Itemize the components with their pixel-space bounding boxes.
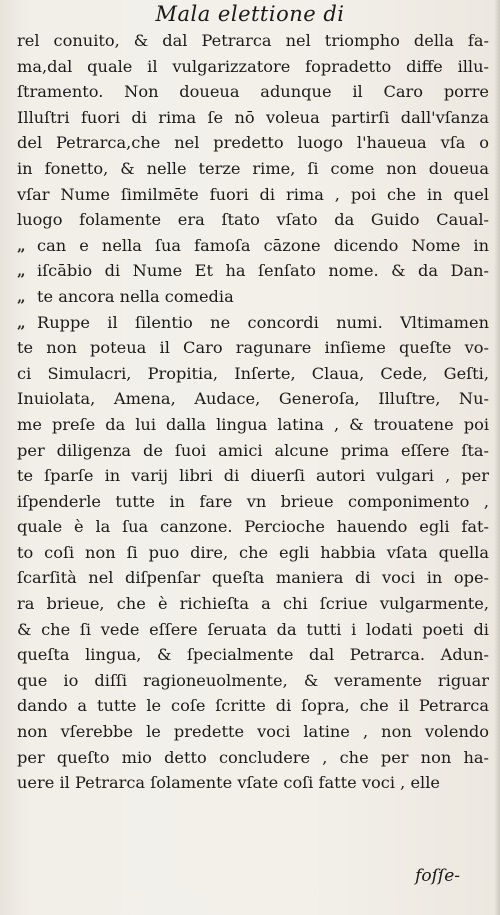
- text-line: [17, 156, 489, 182]
- line-text: iſpenderle tutte in fare vn brieue componimento ,: [17, 491, 489, 511]
- text-line: [17, 105, 489, 131]
- text-line: [17, 130, 489, 156]
- text-line: [17, 591, 489, 617]
- text-line: [17, 361, 489, 387]
- text-line: [17, 514, 489, 540]
- line-text: ma,dal quale il vulgarizzatore fopradetto diffe illu-: [17, 56, 489, 76]
- text-line: [17, 745, 489, 771]
- line-text: & che ſi vede eſſere ſeruata da tutti i lodati poeti di: [17, 619, 489, 639]
- text-line: [17, 412, 489, 438]
- line-text: to coſi non ſi puo dire, che egli habbia vſata quella: [17, 542, 489, 562]
- catchword: foſſe-: [415, 866, 460, 886]
- line-text: que io diſſi ragioneuolmente, & veramente riguar: [17, 670, 489, 690]
- line-text: can e nella ſua famoſa cāzone dicendo Nome in: [37, 235, 489, 255]
- text-line: [17, 284, 489, 310]
- line-text: vſar Nume ſimilmēte fuori di rima , poi che in quel: [17, 184, 489, 204]
- line-text: ra brieue, che è richieſta a chi ſcriue vulgarmente,: [17, 594, 489, 614]
- line-text: ſtramento. Non doueua adunque il Caro porre: [17, 82, 489, 102]
- text-line: [17, 617, 489, 643]
- text-line: [17, 668, 489, 694]
- line-text: te ſparſe in varij libri di diuerſi autori vulgari , per: [17, 466, 489, 486]
- line-text: dando a tutte le coſe ſcritte di ſopra, che il Petrarca: [17, 696, 489, 716]
- text-line: [17, 463, 489, 489]
- text-line: [17, 438, 489, 464]
- line-text: luogo folamente era ſtato vſato da Guido Caual-: [17, 210, 489, 230]
- quotation-marker: „: [17, 287, 26, 306]
- text-line: [17, 258, 489, 284]
- line-text: ſcarſità nel diſpenſar queſta maniera di voci in ope-: [17, 568, 489, 588]
- quotation-marker: „: [17, 313, 26, 332]
- line-text: quale è la ſua canzone. Percioche hauendo egli fat-: [17, 517, 489, 537]
- line-text: in fonetto, & nelle terze rime, ſi come non doueua: [17, 158, 489, 178]
- line-text: Illuſtri fuori di rima ſe nō voleua partirſi dall'vſanza: [17, 107, 489, 127]
- line-text: Ruppe il ſilentio ne concordi numi. Vltimamen: [37, 312, 489, 332]
- body-text: [17, 28, 489, 796]
- line-text: per diligenza de ſuoi amici alcune prima eſſere ſta-: [17, 440, 489, 460]
- line-text: te ancora nella comedia: [37, 286, 234, 306]
- text-line: [17, 565, 489, 591]
- line-text: queſta lingua, & ſpecialmente dal Petrarca. Adun-: [17, 645, 489, 665]
- text-line: [17, 79, 489, 105]
- text-line: [17, 335, 489, 361]
- text-line: [17, 642, 489, 668]
- text-line: [17, 540, 489, 566]
- quotation-marker: „: [17, 262, 26, 281]
- text-line: [17, 182, 489, 208]
- text-line: [17, 693, 489, 719]
- text-line: [17, 719, 489, 745]
- text-line: [17, 770, 489, 796]
- line-text: te non poteua il Caro ragunare inſieme queſte vo-: [17, 338, 489, 358]
- text-line: [17, 207, 489, 233]
- quotation-marker: „: [17, 236, 26, 255]
- text-line: [17, 233, 489, 259]
- text-line: [17, 386, 489, 412]
- line-text: me preſe da lui dalla lingua latina , & trouatene poi: [17, 414, 489, 434]
- page-edge-shadow: [494, 0, 500, 915]
- line-text: ci Simulacri, Propitia, Inſerte, Claua, Cede, Geſti,: [17, 363, 489, 383]
- line-text: Inuiolata, Amena, Audace, Generoſa, Illuſtre, Nu-: [17, 389, 489, 409]
- line-text: iſcābio di Nume Et ha ſenſato nome. & da Dan-: [37, 261, 489, 281]
- line-text: rel conuito, & dal Petrarca nel triompho della fa-: [17, 31, 489, 50]
- running-head: Mala elettione di: [155, 2, 345, 26]
- text-line: [17, 310, 489, 336]
- text-line: [17, 489, 489, 515]
- line-text: uere il Petrarca ſolamente vſate coſi fatte voci , elle: [17, 773, 440, 793]
- line-text: per queſto mio detto concludere , che per non ha-: [17, 747, 489, 767]
- line-text: del Petrarca,che nel predetto luogo l'haueua vſa o: [17, 133, 489, 153]
- text-line: [17, 28, 489, 54]
- line-text: non vſerebbe le predette voci latine , non volendo: [17, 722, 489, 742]
- text-line: [17, 54, 489, 80]
